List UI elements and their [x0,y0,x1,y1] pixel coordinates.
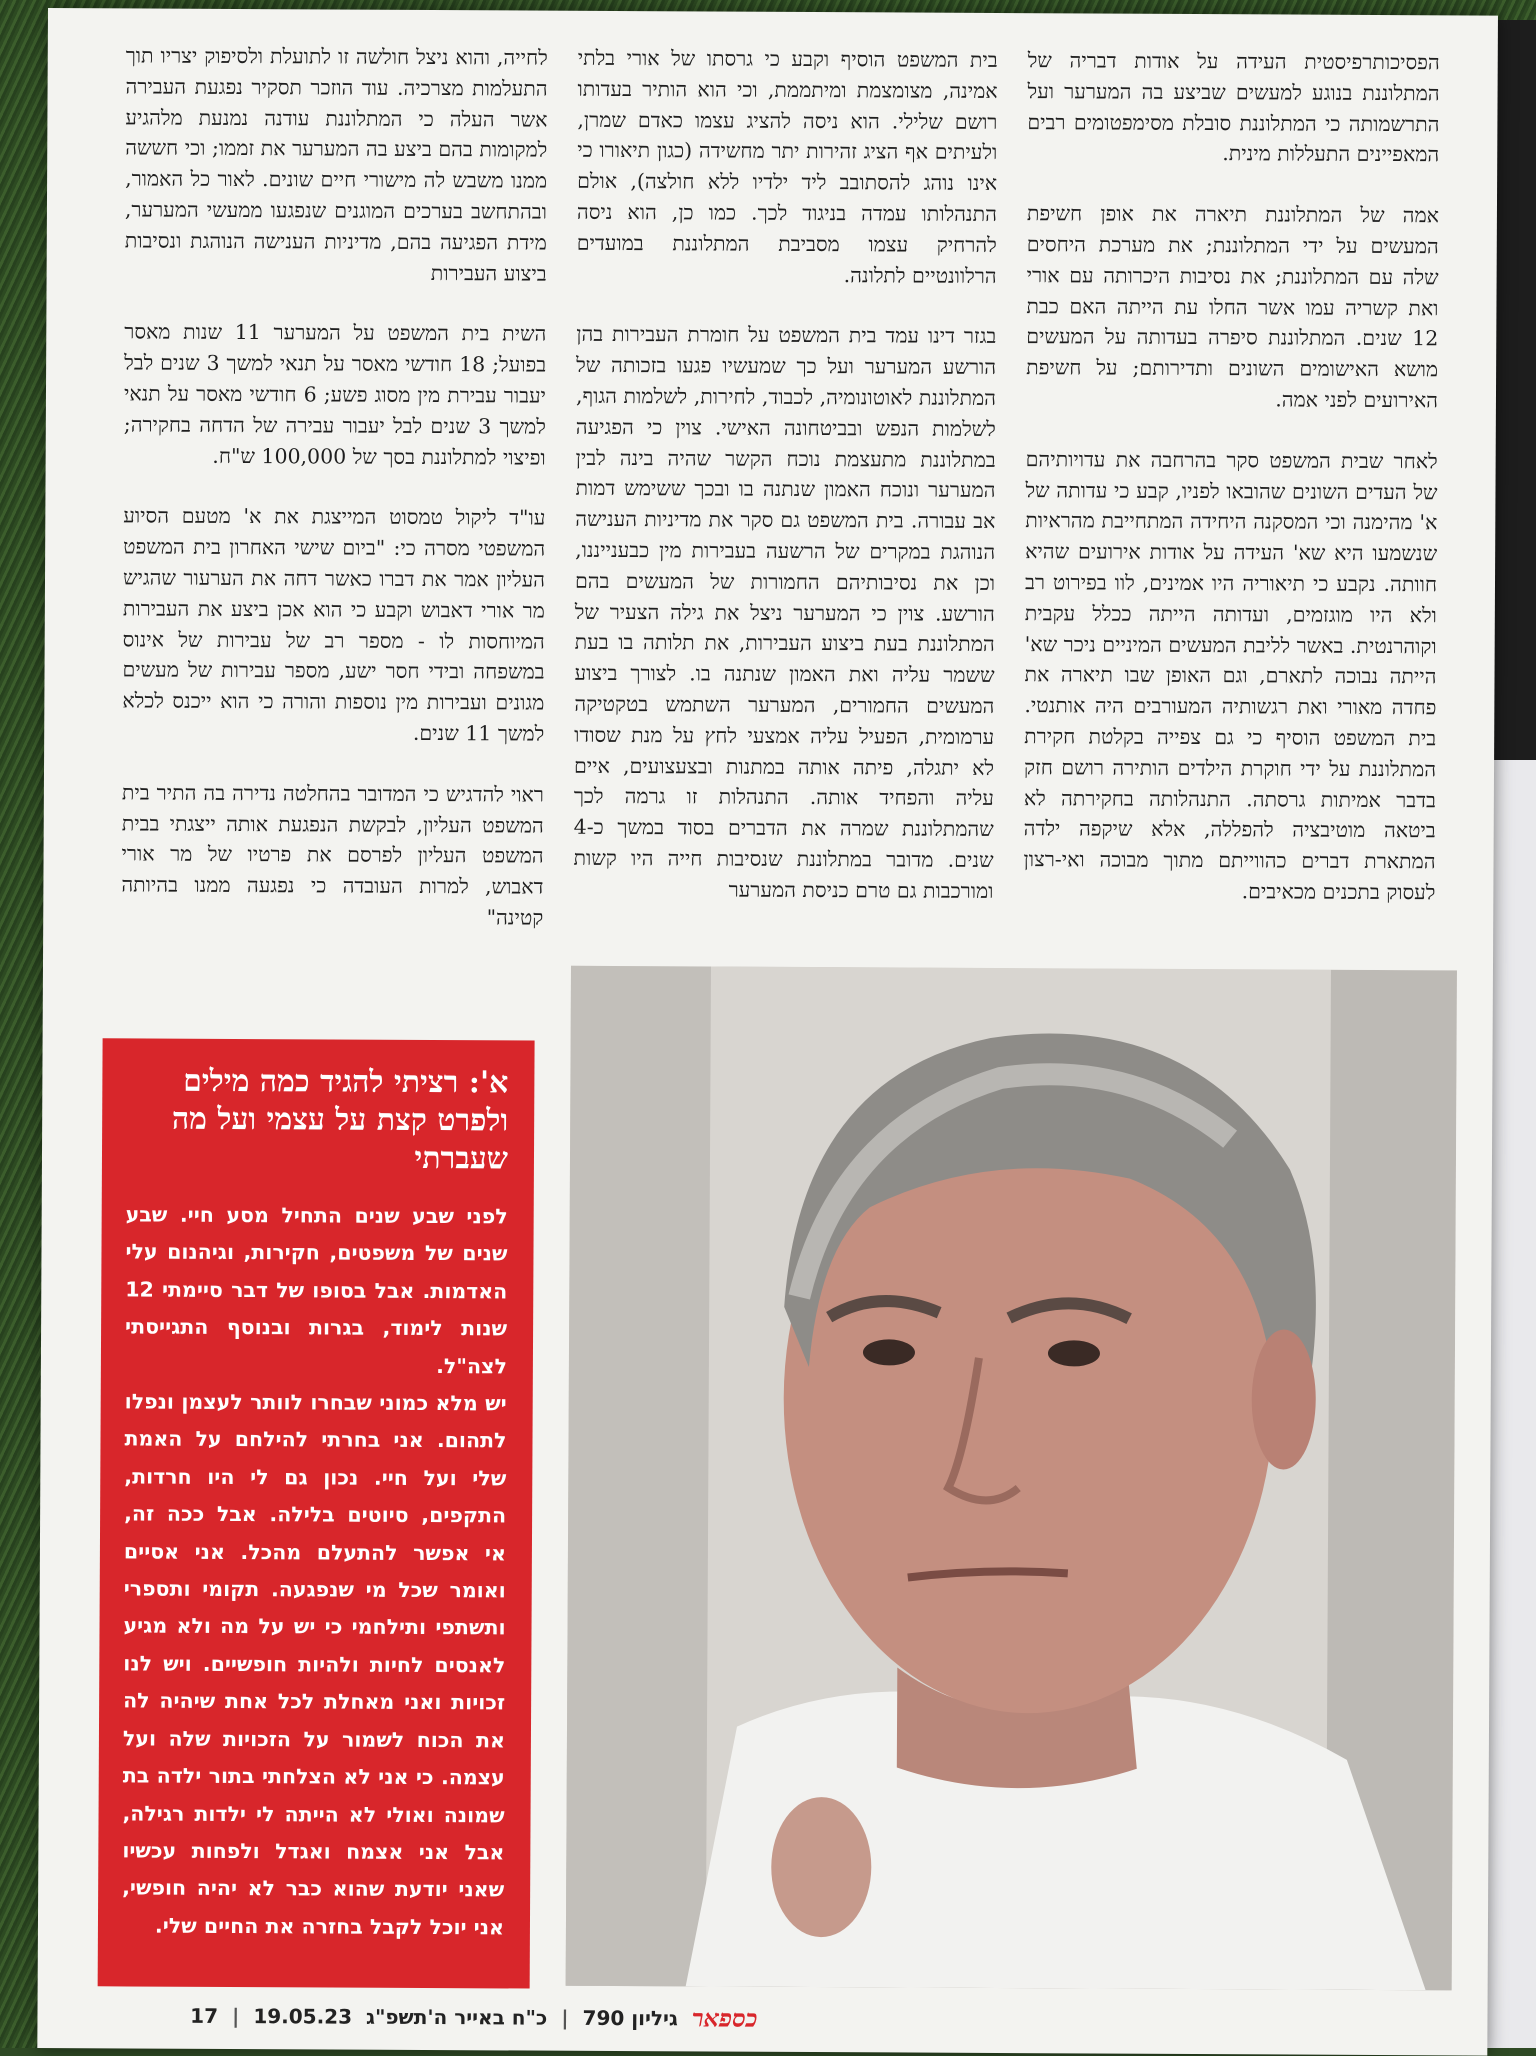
paragraph: ראוי להדגיש כי המדובר בהחלטה נדירה בה התיר בית המשפט העליון, לבקשת הנפגעת אותה ייצגתי בבית המשפט העליון לפרסם את פרטיו של מר אורי דאבוש, למרות העובדה כי נפגעה ממנו בהיותה קטינה" [121,780,544,930]
text-column-left [121,40,548,963]
quote-body [122,1196,508,1946]
quote-box [98,1038,535,1988]
footer-separator: | [231,2003,240,2029]
paragraph: עו"ד ליקול טמסוט המייצגת את א' מטעם הסיוע המשפטי מסרה כי: "ביום שישי האחרון בית המשפט העליון אמר את דברו כאשר דחה את הערעור שהגיש מר אורי דאבוש וקבע כי הוא אכן ביצע את העבירות המיוחסות לו - מספר רב של עבירות של אינוס במשפחה ובידי חסר ישע, מספר עבירות של מעשים מגונים ועבירות מין נוספות והורה כי הוא ייכנס לכלא למשך 11 שנים. [122,503,546,746]
paragraph: בגזר דינו עמד בית המשפט על חומרת העבירות בהן הורשע המערער ועל כך שמעשיו פגעו בזכותה של המתלוננת לאוטונומיה, לכבוד, לחירות, לשלמות הגוף, לשלמות הנפש ובביטחונה האישי. צוין כי הפגיעה במתלוננת מתעצמת נוכח הקשר שהיה בינה לבין המערער ונוכח האמון שנתנה בו ובכך ששימש דמות אב עבורה. בית המשפט גם סקר את מדיניות הענישה הנוהגת במקרים של הרשעה בעבירות מין כבענייננו, וכן את נסיבותיהם החמורות של המעשים בהם הורשע. צוין כי המערער ניצל את גילה הצעיר של המתלוננת בעת ביצוע העבירות, את תלותה בו בעת ששמר עליה ואת האמון שנתנה בו. לצורך ביצוע המעשים החמורים, המערער השתמש בטקטיקה ערמומית, הפעיל עליה אמצעי לחץ על מנת שסודו לא יתגלה, פיתה אותה במתנות ובצעצועים, איים עליה והפחיד אותה. התנהלות זו גרמה לכך שהמתלוננת שמרה את הדברים בסוד במשך כ-4 שנים. מדובר במתלוננת שנסיבות חייה היו קשות ומורכבות גם טרם כניסת המערער [573,322,997,903]
paragraph: לחייה, והוא ניצל חולשה זו לתועלת ולסיפוק יצריו תוך התעלמות מצרכיה. עוד הוזכר תסקיר נפגעת העבירה אשר העלה כי המתלוננת עודנה נמנעת מלהגיע למקומות בהם ביצע בה המערער את זממו; וכי חששה ממנו משבש לה מישורי חיים שונים. לאור כל האמור, ובהתחשב בערכים המוגנים שנפגעו ממעשי המערער, מידת הפגיעה בהם, מדיניות הענישה הנוהגת ונסיבות ביצוע העבירות [124,43,548,286]
footer-separator: | [561,2005,569,2030]
portrait-photo [566,966,1457,1991]
magazine-logo: כספאר [691,2003,758,2033]
text-column-middle [573,43,998,937]
man-portrait-illustration [566,966,1457,1991]
gregorian-date: 19.05.23 [253,2004,353,2029]
paragraph: לאחר שבית המשפט סקר בהרחבה את עדויותיהם של העדים השונים שהובאו לפניו, קבע כי עדותה של א' מהימנה וכי המסקנה היחידה המתחייבת מהראיות שנשמעו היא שא' העידה על אודות אירועים שהיא חוותה. נקבע כי תיאוריה היו אמינים, לוו בפירוט רב ולא היו מוגזמים, ועדותה הייתה ככלל עקבית וקוהרנטית. באשר לליבת המעשים המיניים ניכר שא' הייתה נבוכה לתארם, וגם האופן שבו תיארה את פחדה מאורי ואת רגשותיה המעורבים היה אותנטי. בית המשפט הוסיף כי גם צפייה בקלטת חקירת המתלוננת על ידי חוקרת הילדים הותירה רושם חזק בדבר אמיתות גרסתה. התנהלותה בחקירתה לא ביטאה מוטיבציה להפללה, אלא שיקפה ילדה המתארת דברים כהווייתם מתוך מבוכה ואי-רצון לעסוק בתכנים מכאיבים. [1023,446,1438,905]
paragraph: אמה של המתלוננת תיארה את אופן חשיפת המעשים על ידי המתלוננת; את מערכת היחסים שלה עם המתלוננת; את נסיבות היכרותה עם אורי ואת קשריה עמו אשר החלו עת הייתה האם כבת 12 שנים. המתלוננת סיפרה בעדותה על המעשים מושא האישומים השונים ותדירותם; על חשיפת האירועים לפני אמה. [1026,201,1439,413]
paragraph: בית המשפט הוסיף וקבע כי גרסתו של אורי בלתי אמינה, מצומצמת ומיתממת, וכי הוא הותיר בעדותו רושם שלילי. הוא ניסה להציג עצמו כאדם שמרן, ולעיתים אף הציג זהירות יתר מחשידה (כגון תיאורו כי אינו נוהג להסתובב ליד ילדיו ללא חולצה), אולם התנהלותו עמדה בניגוד לכך. כמו כן, הוא ניסה להרחיק עצמו מסביבת המתלוננת במועדים הרלוונטיים לתלונה. [576,45,998,288]
magazine-page [37,8,1498,2056]
text-column-right [1023,45,1440,938]
page-number: 17 [190,2003,219,2028]
quote-paragraph: לפני שבע שנים התחיל מסע חיי. שבע שנים של משפטים, חקירות, וגיהנום עלי האדמות. אבל בסופו של דבר סיימתי 12 שנות לימוד, בגרות ובנוסף התגייסתי לצה"ל. [125,1202,508,1379]
quote-headline: א': רציתי להגיד כמה מילים ולפרט קצת על עצמי ועל מה שעברתי [171,1063,509,1177]
quote-paragraph: יש מלא כמוני שבחרו לוותר לעצמן ונפלו לתהום. אני בחרתי להילחם על האמת שלי ועל חיי. נכון גם לי היו חרדות, התקפים, סיוטים בלילה. אבל ככה זה, אי אפשר להתעלם מהכל. אני אסיים ואומר שכל מי שנפגעה. תקומי ותספרי ותשתפי ותילחמי כי יש על מה ולא מגיע לאנסים לחיות ולהיות חופשיים. ויש לנו זכויות ואני מאחלת לכל אחת שיהיה לה את הכוח לשמור על הזכויות שלה ועל עצמה. כי אני לא הצלחתי בתור ילדה בת שמונה ואולי לא הייתה לי ילדות רגילה, אבל אני אצמח ואגדל ולפחות עכשיו שאני יודעת שהוא כבר לא יהיה חופשי, אני יוכל לקבל בחזרה את החיים שלי. [122,1389,507,1940]
paragraph: השית בית המשפט על המערער 11 שנות מאסר בפועל; 18 חודשי מאסר על תנאי למשך 3 שנים לבל יעבור עבירת מין מסוג פשע; 6 חודשי מאסר על תנאי למשך 3 שנים לבל יעבור עבירה של הדחה בחקירה; ופיצוי למתלוננת בסך של 100,000 ש"ח. [123,319,547,470]
paragraph: הפסיכותרפיסטית העידה על אודות דבריה של המתלוננת בנוגע למעשים שביצע בה המערער ועל התרשמותה כי המתלוננת סובלת מסימפטומים רבים המאפיינים התעללות מינית. [1027,48,1440,167]
hebrew-date: כ"ח באייר ה'תשפ"ג [366,2004,548,2030]
issue-number: גיליון 790 [582,2005,678,2031]
page-footer [97,1998,757,2035]
